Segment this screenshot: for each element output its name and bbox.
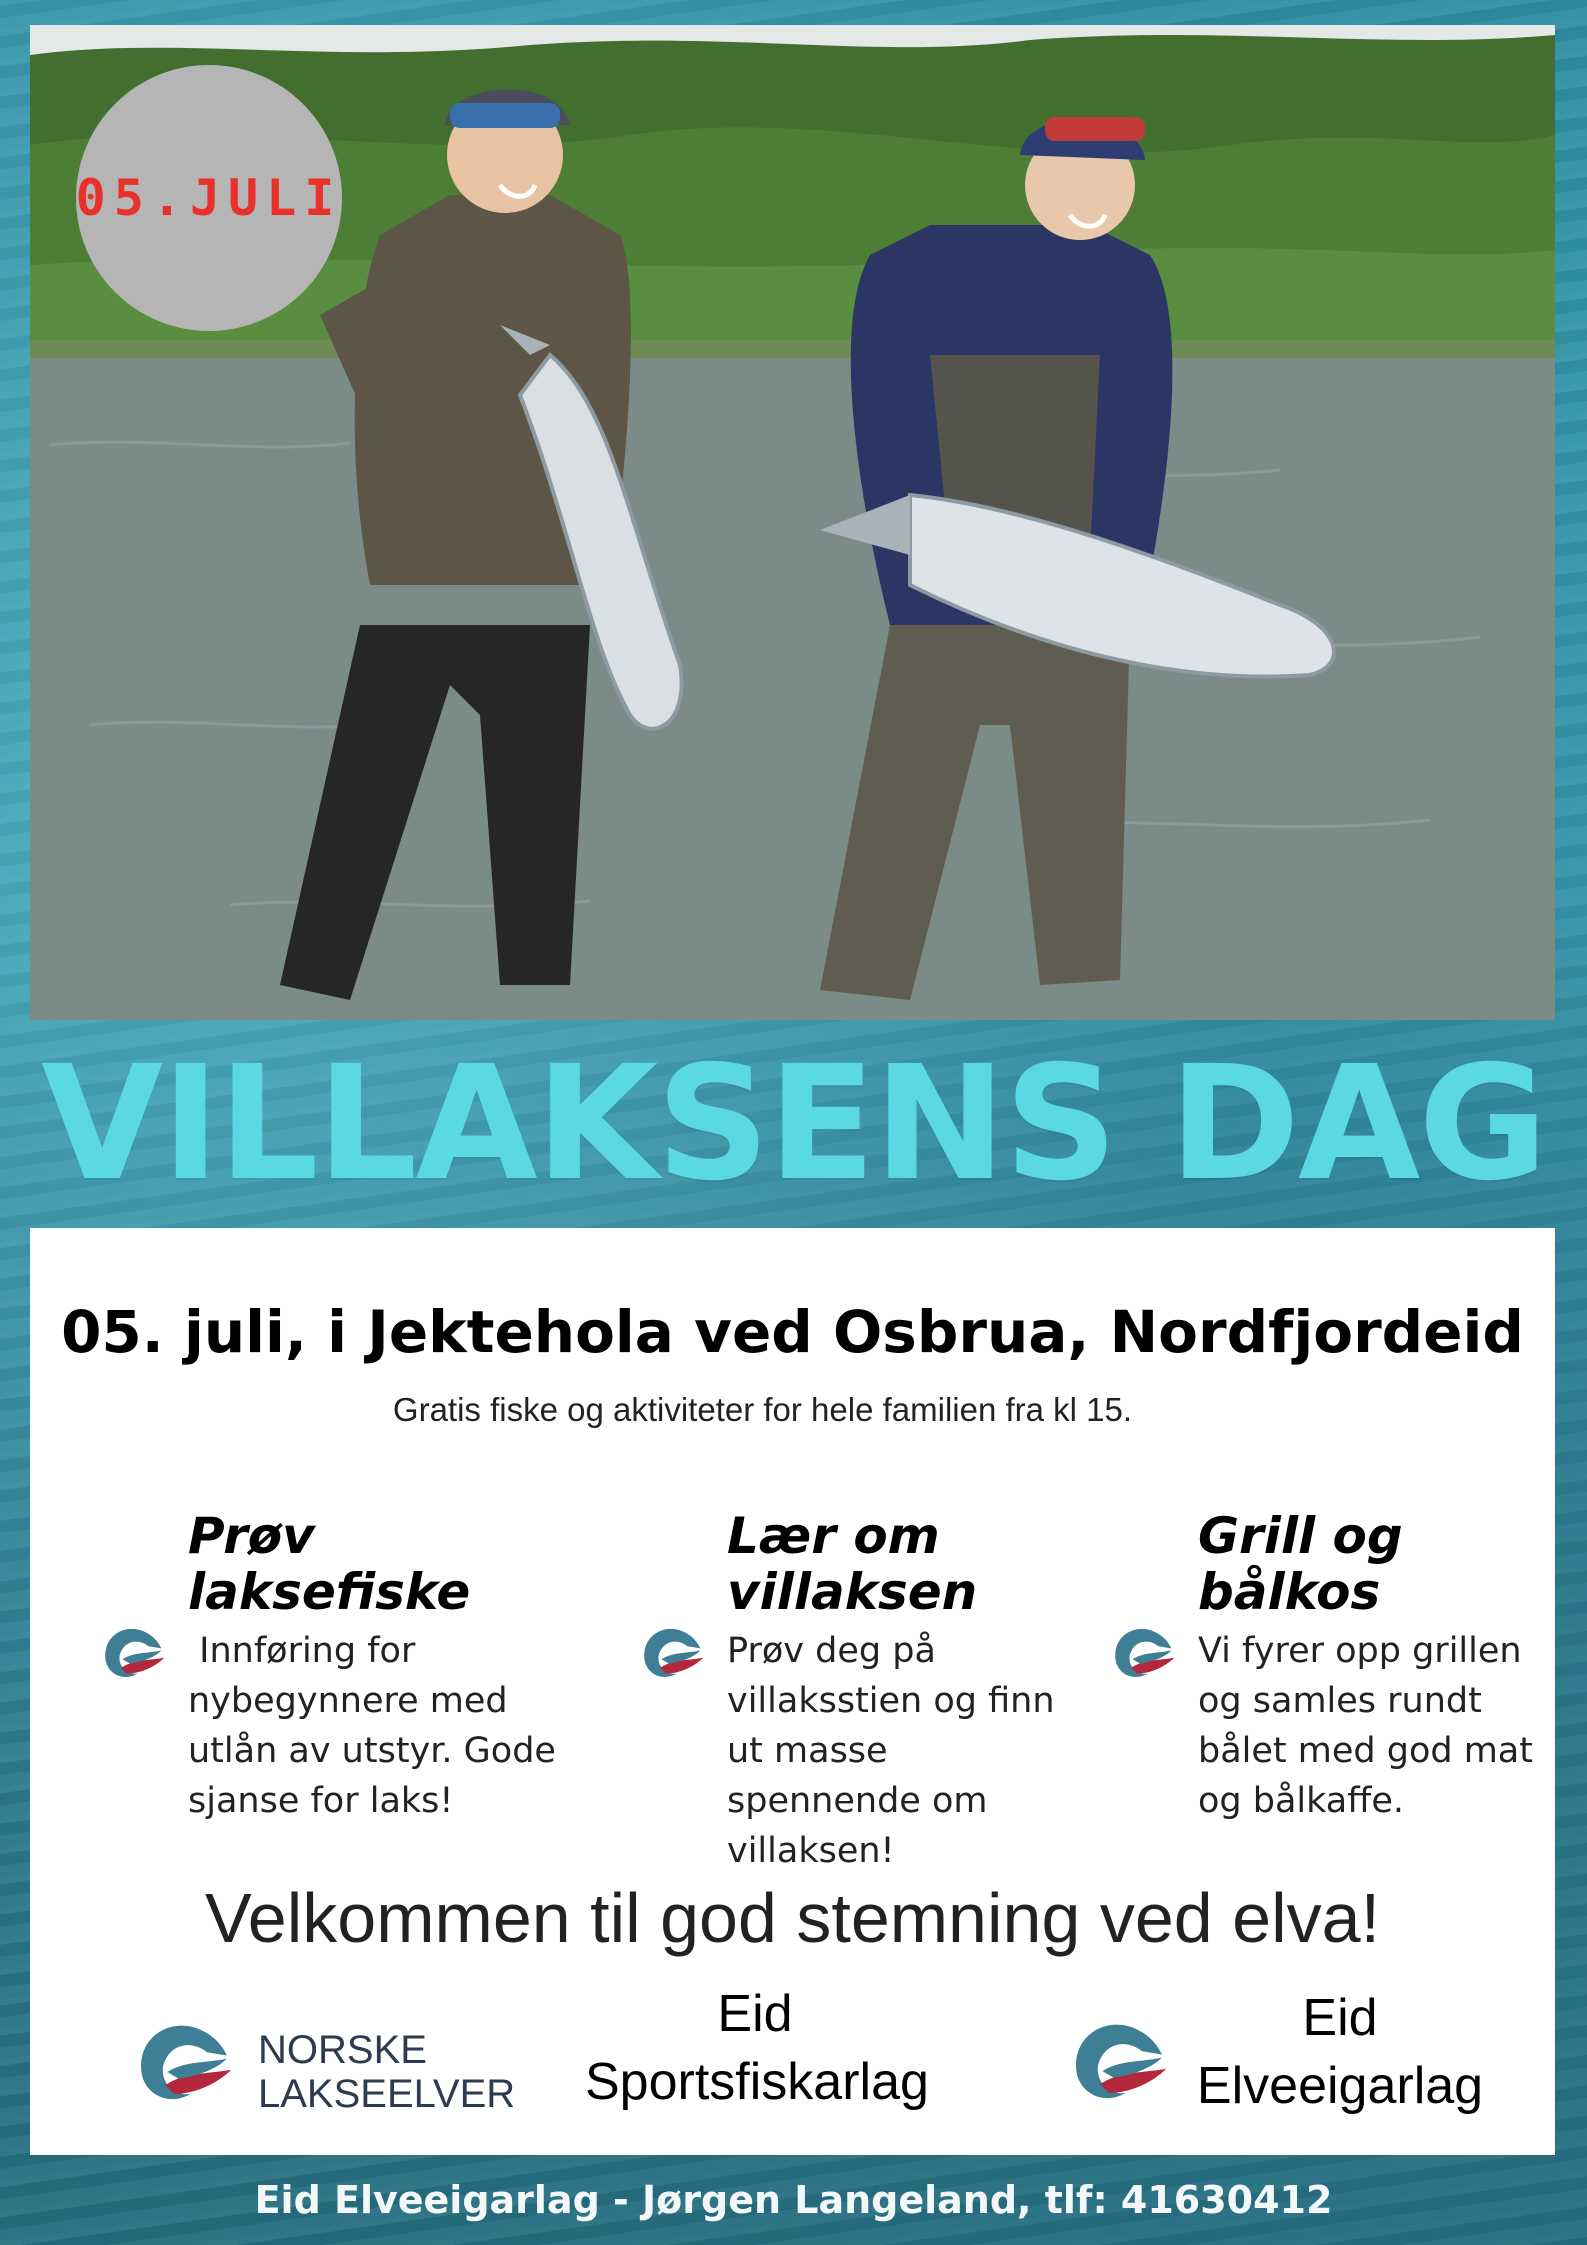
org-elveeigarlag-line1: Eid xyxy=(1302,1989,1378,2047)
feature-title-line1: Grill og xyxy=(1198,1507,1403,1565)
feature-title-line1: Prøv xyxy=(188,1507,315,1565)
main-title: VILLAKSENS DAG xyxy=(40,1032,1547,1216)
feature-body: Vi fyrer opp grillen og samles rundt bålet med god mat og bålkaffe. xyxy=(1198,1631,1533,1821)
org-norske-line2: LAKSEELVER xyxy=(258,2072,516,2116)
salmon-logo-icon xyxy=(98,1616,170,1688)
org-norske-name xyxy=(258,2028,515,2116)
event-headline: 05. juli, i Jektehola ved Osbrua, Nordfjordeid xyxy=(61,1298,1524,1366)
org-sportsfiskarlag-line2: Sportsfiskarlag xyxy=(585,2053,929,2111)
contact-footer: Eid Elveeigarlag - Jørgen Langeland, tlf: 41630412 xyxy=(254,2178,1333,2222)
org-norske-line1: NORSKE xyxy=(258,2028,427,2072)
org-sportsfiskarlag xyxy=(585,1980,929,2116)
date-badge xyxy=(76,65,342,331)
feature-title xyxy=(727,1508,977,1620)
feature-title-line1: Lær om xyxy=(727,1507,940,1565)
info-panel xyxy=(30,1228,1555,2155)
feature-title-line2: bålkos xyxy=(1198,1563,1381,1621)
feature-title xyxy=(188,1508,470,1620)
hero-photo xyxy=(30,25,1555,1020)
salmon-logo-icon xyxy=(1108,1616,1180,1688)
feature-body: Innføring for nybegynnere med utlån av utstyr. Gode sjanse for laks! xyxy=(188,1631,568,1821)
feature-body: Prøv deg på villaksstien og finn ut masse spennende om villaksen! xyxy=(727,1631,1055,1871)
date-badge-text: 05.JULI xyxy=(75,169,343,227)
norske-lakseelver-logo-icon xyxy=(130,2006,240,2116)
org-elveeigarlag-line2: Elveeigarlag xyxy=(1196,2057,1484,2115)
welcome-message: Velkommen til god stemning ved elva! xyxy=(204,1879,1381,1957)
salmon-logo-icon xyxy=(637,1616,709,1688)
feature-title xyxy=(1198,1508,1403,1620)
event-subline: Gratis fiske og aktiviteter for hele familien fra kl 15. xyxy=(392,1391,1133,1428)
org-sportsfiskarlag-line1: Eid xyxy=(717,1985,793,2043)
feature-title-line2: laksefiske xyxy=(188,1563,471,1621)
org-elveeigarlag xyxy=(1190,1984,1490,2120)
elveeigarlag-logo-icon xyxy=(1065,2005,1175,2115)
feature-title-line2: villaksen xyxy=(727,1563,978,1621)
